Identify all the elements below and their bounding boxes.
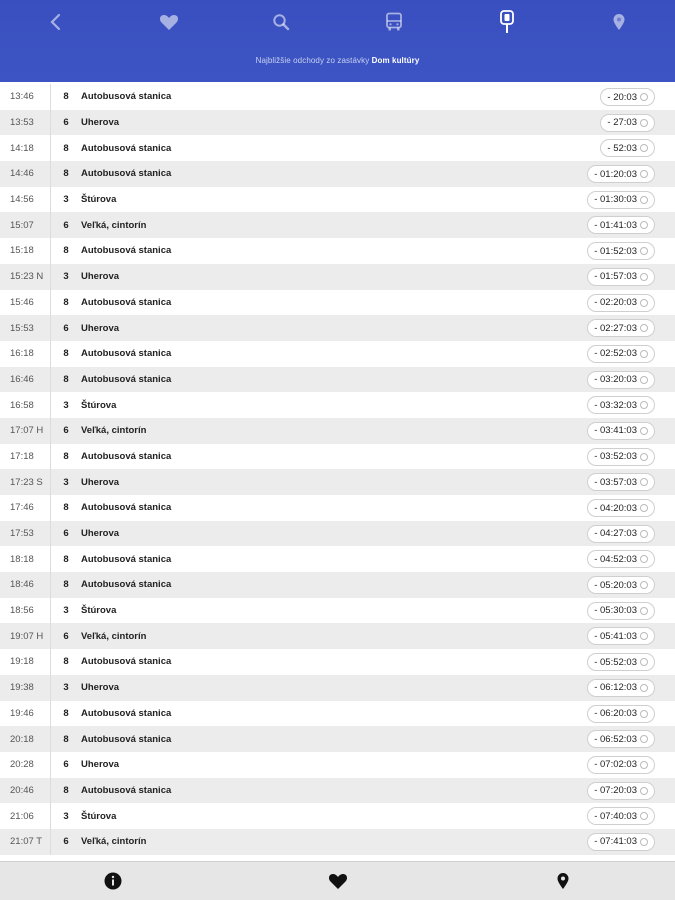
departure-time: 14:46 bbox=[0, 161, 51, 187]
clock-icon bbox=[640, 555, 648, 563]
destination: Štúrova bbox=[81, 399, 117, 411]
countdown-badge bbox=[587, 705, 655, 723]
countdown-badge bbox=[587, 473, 655, 491]
departure-time: 19:18 bbox=[0, 649, 51, 675]
countdown-text: - 01:20:03 bbox=[594, 168, 637, 180]
clock-icon bbox=[640, 93, 648, 101]
clock-icon bbox=[640, 530, 648, 538]
clock-icon bbox=[640, 324, 648, 332]
countdown-text: - 03:52:03 bbox=[594, 451, 637, 463]
departures-list bbox=[0, 84, 675, 855]
departure-row[interactable] bbox=[0, 264, 675, 290]
location-pin-icon bbox=[556, 872, 570, 890]
departure-time: 21:07 T bbox=[0, 829, 51, 855]
line-number: 8 bbox=[63, 579, 69, 591]
clock-icon bbox=[640, 273, 648, 281]
destination: Autobusová stanica bbox=[81, 296, 172, 308]
departure-time: 18:18 bbox=[0, 546, 51, 572]
departure-time: 14:18 bbox=[0, 135, 51, 161]
countdown-text: - 04:52:03 bbox=[594, 553, 637, 565]
top-bar bbox=[0, 0, 675, 82]
departure-time: 15:18 bbox=[0, 238, 51, 264]
departure-time: 17:18 bbox=[0, 444, 51, 470]
destination: Autobusová stanica bbox=[81, 707, 172, 719]
countdown-text: - 05:41:03 bbox=[594, 630, 637, 642]
nav-toolbar bbox=[0, 0, 675, 44]
line-number: 6 bbox=[63, 117, 69, 129]
countdown-badge bbox=[587, 191, 655, 209]
countdown-badge bbox=[587, 602, 655, 620]
departure-time: 17:23 S bbox=[0, 469, 51, 495]
destination: Uherova bbox=[81, 682, 120, 694]
departure-time: 14:56 bbox=[0, 187, 51, 213]
heart-icon bbox=[159, 13, 179, 31]
clock-icon bbox=[640, 838, 648, 846]
departure-row[interactable] bbox=[0, 290, 675, 316]
clock-icon bbox=[640, 427, 648, 435]
stop-sign-icon bbox=[499, 10, 515, 34]
departure-row[interactable] bbox=[0, 495, 675, 521]
line-number: 8 bbox=[63, 245, 69, 257]
clock-icon bbox=[640, 299, 648, 307]
line-number: 8 bbox=[63, 168, 69, 180]
departure-row[interactable] bbox=[0, 803, 675, 829]
departure-row[interactable] bbox=[0, 469, 675, 495]
departure-time: 18:46 bbox=[0, 572, 51, 598]
countdown-badge bbox=[587, 216, 655, 234]
destination: Autobusová stanica bbox=[81, 502, 172, 514]
departure-row[interactable] bbox=[0, 110, 675, 136]
countdown-badge bbox=[587, 756, 655, 774]
destination: Veľká, cintorín bbox=[81, 836, 147, 848]
line-number: 8 bbox=[63, 373, 69, 385]
countdown-badge bbox=[587, 525, 655, 543]
countdown-badge bbox=[587, 242, 655, 260]
destination: Uherova bbox=[81, 322, 120, 334]
countdown-text: - 07:02:03 bbox=[594, 759, 637, 771]
departure-time: 16:18 bbox=[0, 341, 51, 367]
departure-row[interactable] bbox=[0, 187, 675, 213]
countdown-text: - 05:20:03 bbox=[594, 579, 637, 591]
departure-row[interactable] bbox=[0, 238, 675, 264]
line-number: 8 bbox=[63, 707, 69, 719]
destination: Uherova bbox=[81, 271, 120, 283]
destination: Štúrova bbox=[81, 194, 117, 206]
line-number: 6 bbox=[63, 759, 69, 771]
departure-row[interactable] bbox=[0, 135, 675, 161]
line-number: 6 bbox=[63, 322, 69, 334]
departure-row[interactable] bbox=[0, 572, 675, 598]
departure-time: 16:58 bbox=[0, 392, 51, 418]
countdown-badge bbox=[587, 319, 655, 337]
destination: Autobusová stanica bbox=[81, 373, 172, 385]
clock-icon bbox=[640, 478, 648, 486]
destination: Autobusová stanica bbox=[81, 656, 172, 668]
destination: Veľká, cintorín bbox=[81, 630, 147, 642]
countdown-text: - 02:52:03 bbox=[594, 348, 637, 360]
map-footer-button[interactable] bbox=[551, 869, 575, 893]
countdown-text: - 01:52:03 bbox=[594, 245, 637, 257]
destination: Veľká, cintorín bbox=[81, 219, 147, 231]
clock-icon bbox=[640, 170, 648, 178]
destination: Uherova bbox=[81, 476, 120, 488]
departure-time: 17:53 bbox=[0, 521, 51, 547]
destination: Autobusová stanica bbox=[81, 733, 172, 745]
destination: Autobusová stanica bbox=[81, 348, 172, 360]
clock-icon bbox=[640, 376, 648, 384]
stop-button[interactable] bbox=[489, 6, 525, 38]
departure-row[interactable] bbox=[0, 418, 675, 444]
countdown-badge bbox=[587, 550, 655, 568]
line-number: 3 bbox=[63, 476, 69, 488]
clock-icon bbox=[640, 247, 648, 255]
destination: Autobusová stanica bbox=[81, 450, 172, 462]
clock-icon bbox=[640, 632, 648, 640]
countdown-badge bbox=[587, 165, 655, 183]
countdown-badge bbox=[587, 396, 655, 414]
clock-icon bbox=[640, 350, 648, 358]
clock-icon bbox=[640, 221, 648, 229]
countdown-text: - 52:03 bbox=[607, 142, 637, 154]
clock-icon bbox=[640, 787, 648, 795]
departure-time: 17:46 bbox=[0, 495, 51, 521]
line-number: 8 bbox=[63, 656, 69, 668]
stop-subtitle bbox=[0, 56, 675, 65]
countdown-text: - 04:20:03 bbox=[594, 502, 637, 514]
countdown-text: - 03:57:03 bbox=[594, 476, 637, 488]
departure-time: 21:06 bbox=[0, 803, 51, 829]
clock-icon bbox=[640, 812, 648, 820]
countdown-badge bbox=[587, 679, 655, 697]
countdown-badge bbox=[587, 807, 655, 825]
departure-row[interactable] bbox=[0, 726, 675, 752]
countdown-badge bbox=[587, 422, 655, 440]
countdown-text: - 01:30:03 bbox=[594, 194, 637, 206]
subtitle-prefix: Najbližšie odchody zo zastávky bbox=[255, 56, 370, 65]
countdown-text: - 20:03 bbox=[607, 91, 637, 103]
bus-button[interactable] bbox=[376, 6, 412, 38]
departure-row[interactable] bbox=[0, 675, 675, 701]
search-icon bbox=[272, 13, 290, 31]
departure-row[interactable] bbox=[0, 701, 675, 727]
line-number: 3 bbox=[63, 194, 69, 206]
departure-row[interactable] bbox=[0, 315, 675, 341]
clock-icon bbox=[640, 658, 648, 666]
countdown-text: - 06:12:03 bbox=[594, 682, 637, 694]
departure-time: 18:56 bbox=[0, 598, 51, 624]
clock-icon bbox=[640, 504, 648, 512]
bus-icon bbox=[385, 12, 403, 32]
clock-icon bbox=[640, 453, 648, 461]
departure-row[interactable] bbox=[0, 546, 675, 572]
line-number: 6 bbox=[63, 425, 69, 437]
departure-time: 20:46 bbox=[0, 778, 51, 804]
clock-icon bbox=[640, 607, 648, 615]
countdown-text: - 03:41:03 bbox=[594, 425, 637, 437]
destination: Uherova bbox=[81, 117, 120, 129]
search-button[interactable] bbox=[263, 6, 299, 38]
departure-time: 13:46 bbox=[0, 84, 51, 110]
departure-row[interactable] bbox=[0, 212, 675, 238]
map-button[interactable] bbox=[601, 6, 637, 38]
departure-time: 16:46 bbox=[0, 367, 51, 393]
line-number: 8 bbox=[63, 142, 69, 154]
departure-row[interactable] bbox=[0, 829, 675, 855]
destination: Autobusová stanica bbox=[81, 579, 172, 591]
departure-time: 13:53 bbox=[0, 110, 51, 136]
departure-row[interactable] bbox=[0, 623, 675, 649]
location-pin-icon bbox=[612, 13, 626, 31]
line-number: 8 bbox=[63, 553, 69, 565]
info-button[interactable] bbox=[101, 869, 125, 893]
line-number: 8 bbox=[63, 450, 69, 462]
destination: Autobusová stanica bbox=[81, 784, 172, 796]
countdown-badge bbox=[587, 782, 655, 800]
destination: Autobusová stanica bbox=[81, 168, 172, 180]
departure-time: 17:07 H bbox=[0, 418, 51, 444]
line-number: 3 bbox=[63, 682, 69, 694]
countdown-text: - 03:32:03 bbox=[594, 399, 637, 411]
countdown-badge bbox=[587, 294, 655, 312]
departure-time: 15:53 bbox=[0, 315, 51, 341]
countdown-badge bbox=[600, 114, 655, 132]
departure-row[interactable] bbox=[0, 367, 675, 393]
departure-time: 19:38 bbox=[0, 675, 51, 701]
countdown-badge bbox=[587, 627, 655, 645]
destination: Uherova bbox=[81, 759, 120, 771]
line-number: 3 bbox=[63, 605, 69, 617]
clock-icon bbox=[640, 735, 648, 743]
departure-row[interactable] bbox=[0, 84, 675, 110]
countdown-badge bbox=[587, 499, 655, 517]
heart-icon bbox=[328, 872, 348, 890]
destination: Veľká, cintorín bbox=[81, 425, 147, 437]
countdown-badge bbox=[600, 88, 655, 106]
countdown-text: - 03:20:03 bbox=[594, 374, 637, 386]
line-number: 6 bbox=[63, 836, 69, 848]
line-number: 3 bbox=[63, 271, 69, 283]
countdown-badge bbox=[587, 371, 655, 389]
countdown-text: - 02:20:03 bbox=[594, 297, 637, 308]
line-number: 6 bbox=[63, 630, 69, 642]
line-number: 6 bbox=[63, 219, 69, 231]
countdown-text: - 06:52:03 bbox=[594, 733, 637, 745]
departure-time: 15:07 bbox=[0, 212, 51, 238]
departure-time: 19:46 bbox=[0, 701, 51, 727]
clock-icon bbox=[640, 581, 648, 589]
line-number: 3 bbox=[63, 810, 69, 822]
departure-row[interactable] bbox=[0, 341, 675, 367]
clock-icon bbox=[640, 196, 648, 204]
departure-row[interactable] bbox=[0, 752, 675, 778]
back-icon bbox=[49, 13, 63, 31]
line-number: 8 bbox=[63, 91, 69, 103]
countdown-text: - 27:03 bbox=[607, 117, 637, 129]
countdown-badge bbox=[587, 268, 655, 286]
line-number: 3 bbox=[63, 399, 69, 411]
back-button[interactable] bbox=[38, 6, 74, 38]
line-number: 8 bbox=[63, 733, 69, 745]
departure-row[interactable] bbox=[0, 649, 675, 675]
countdown-text: - 04:27:03 bbox=[594, 528, 637, 540]
countdown-badge bbox=[600, 139, 655, 157]
departure-row[interactable] bbox=[0, 161, 675, 187]
departure-time: 15:23 N bbox=[0, 264, 51, 290]
departure-time: 20:18 bbox=[0, 726, 51, 752]
clock-icon bbox=[640, 684, 648, 692]
countdown-text: - 05:30:03 bbox=[594, 605, 637, 617]
destination: Štúrova bbox=[81, 810, 117, 822]
departure-row[interactable] bbox=[0, 778, 675, 804]
destination: Autobusová stanica bbox=[81, 245, 172, 257]
countdown-text: - 06:20:03 bbox=[594, 708, 637, 719]
countdown-text: - 01:41:03 bbox=[594, 219, 637, 231]
bottom-bar bbox=[0, 861, 675, 900]
countdown-text: - 07:40:03 bbox=[594, 810, 637, 822]
destination: Autobusová stanica bbox=[81, 142, 172, 154]
destination: Štúrova bbox=[81, 605, 117, 617]
line-number: 8 bbox=[63, 296, 69, 308]
clock-icon bbox=[640, 710, 648, 718]
countdown-text: - 07:41:03 bbox=[594, 836, 637, 848]
countdown-badge bbox=[587, 653, 655, 671]
departure-time: 15:46 bbox=[0, 290, 51, 316]
countdown-text: - 02:27:03 bbox=[594, 322, 637, 334]
line-number: 8 bbox=[63, 502, 69, 514]
countdown-badge bbox=[587, 345, 655, 363]
clock-icon bbox=[640, 144, 648, 152]
line-number: 8 bbox=[63, 784, 69, 796]
destination: Autobusová stanica bbox=[81, 553, 172, 565]
departure-row[interactable] bbox=[0, 392, 675, 418]
countdown-badge bbox=[587, 448, 655, 466]
countdown-badge bbox=[587, 576, 655, 594]
destination: Autobusová stanica bbox=[81, 91, 172, 103]
departure-row[interactable] bbox=[0, 521, 675, 547]
countdown-badge bbox=[587, 730, 655, 748]
clock-icon bbox=[640, 119, 648, 127]
countdown-text: - 05:52:03 bbox=[594, 656, 637, 668]
favorites-footer-button[interactable] bbox=[326, 869, 350, 893]
info-icon bbox=[104, 872, 122, 890]
line-number: 6 bbox=[63, 528, 69, 540]
countdown-badge bbox=[587, 833, 655, 851]
clock-icon bbox=[640, 401, 648, 409]
clock-icon bbox=[640, 761, 648, 769]
departure-row[interactable] bbox=[0, 598, 675, 624]
favorites-button[interactable] bbox=[151, 6, 187, 38]
departure-time: 20:28 bbox=[0, 752, 51, 778]
departure-row[interactable] bbox=[0, 444, 675, 470]
destination: Uherova bbox=[81, 528, 120, 540]
line-number: 8 bbox=[63, 348, 69, 360]
countdown-text: - 01:57:03 bbox=[594, 271, 637, 283]
departure-time: 19:07 H bbox=[0, 623, 51, 649]
countdown-text: - 07:20:03 bbox=[594, 785, 637, 797]
stop-name: Dom kultúry bbox=[371, 56, 420, 65]
